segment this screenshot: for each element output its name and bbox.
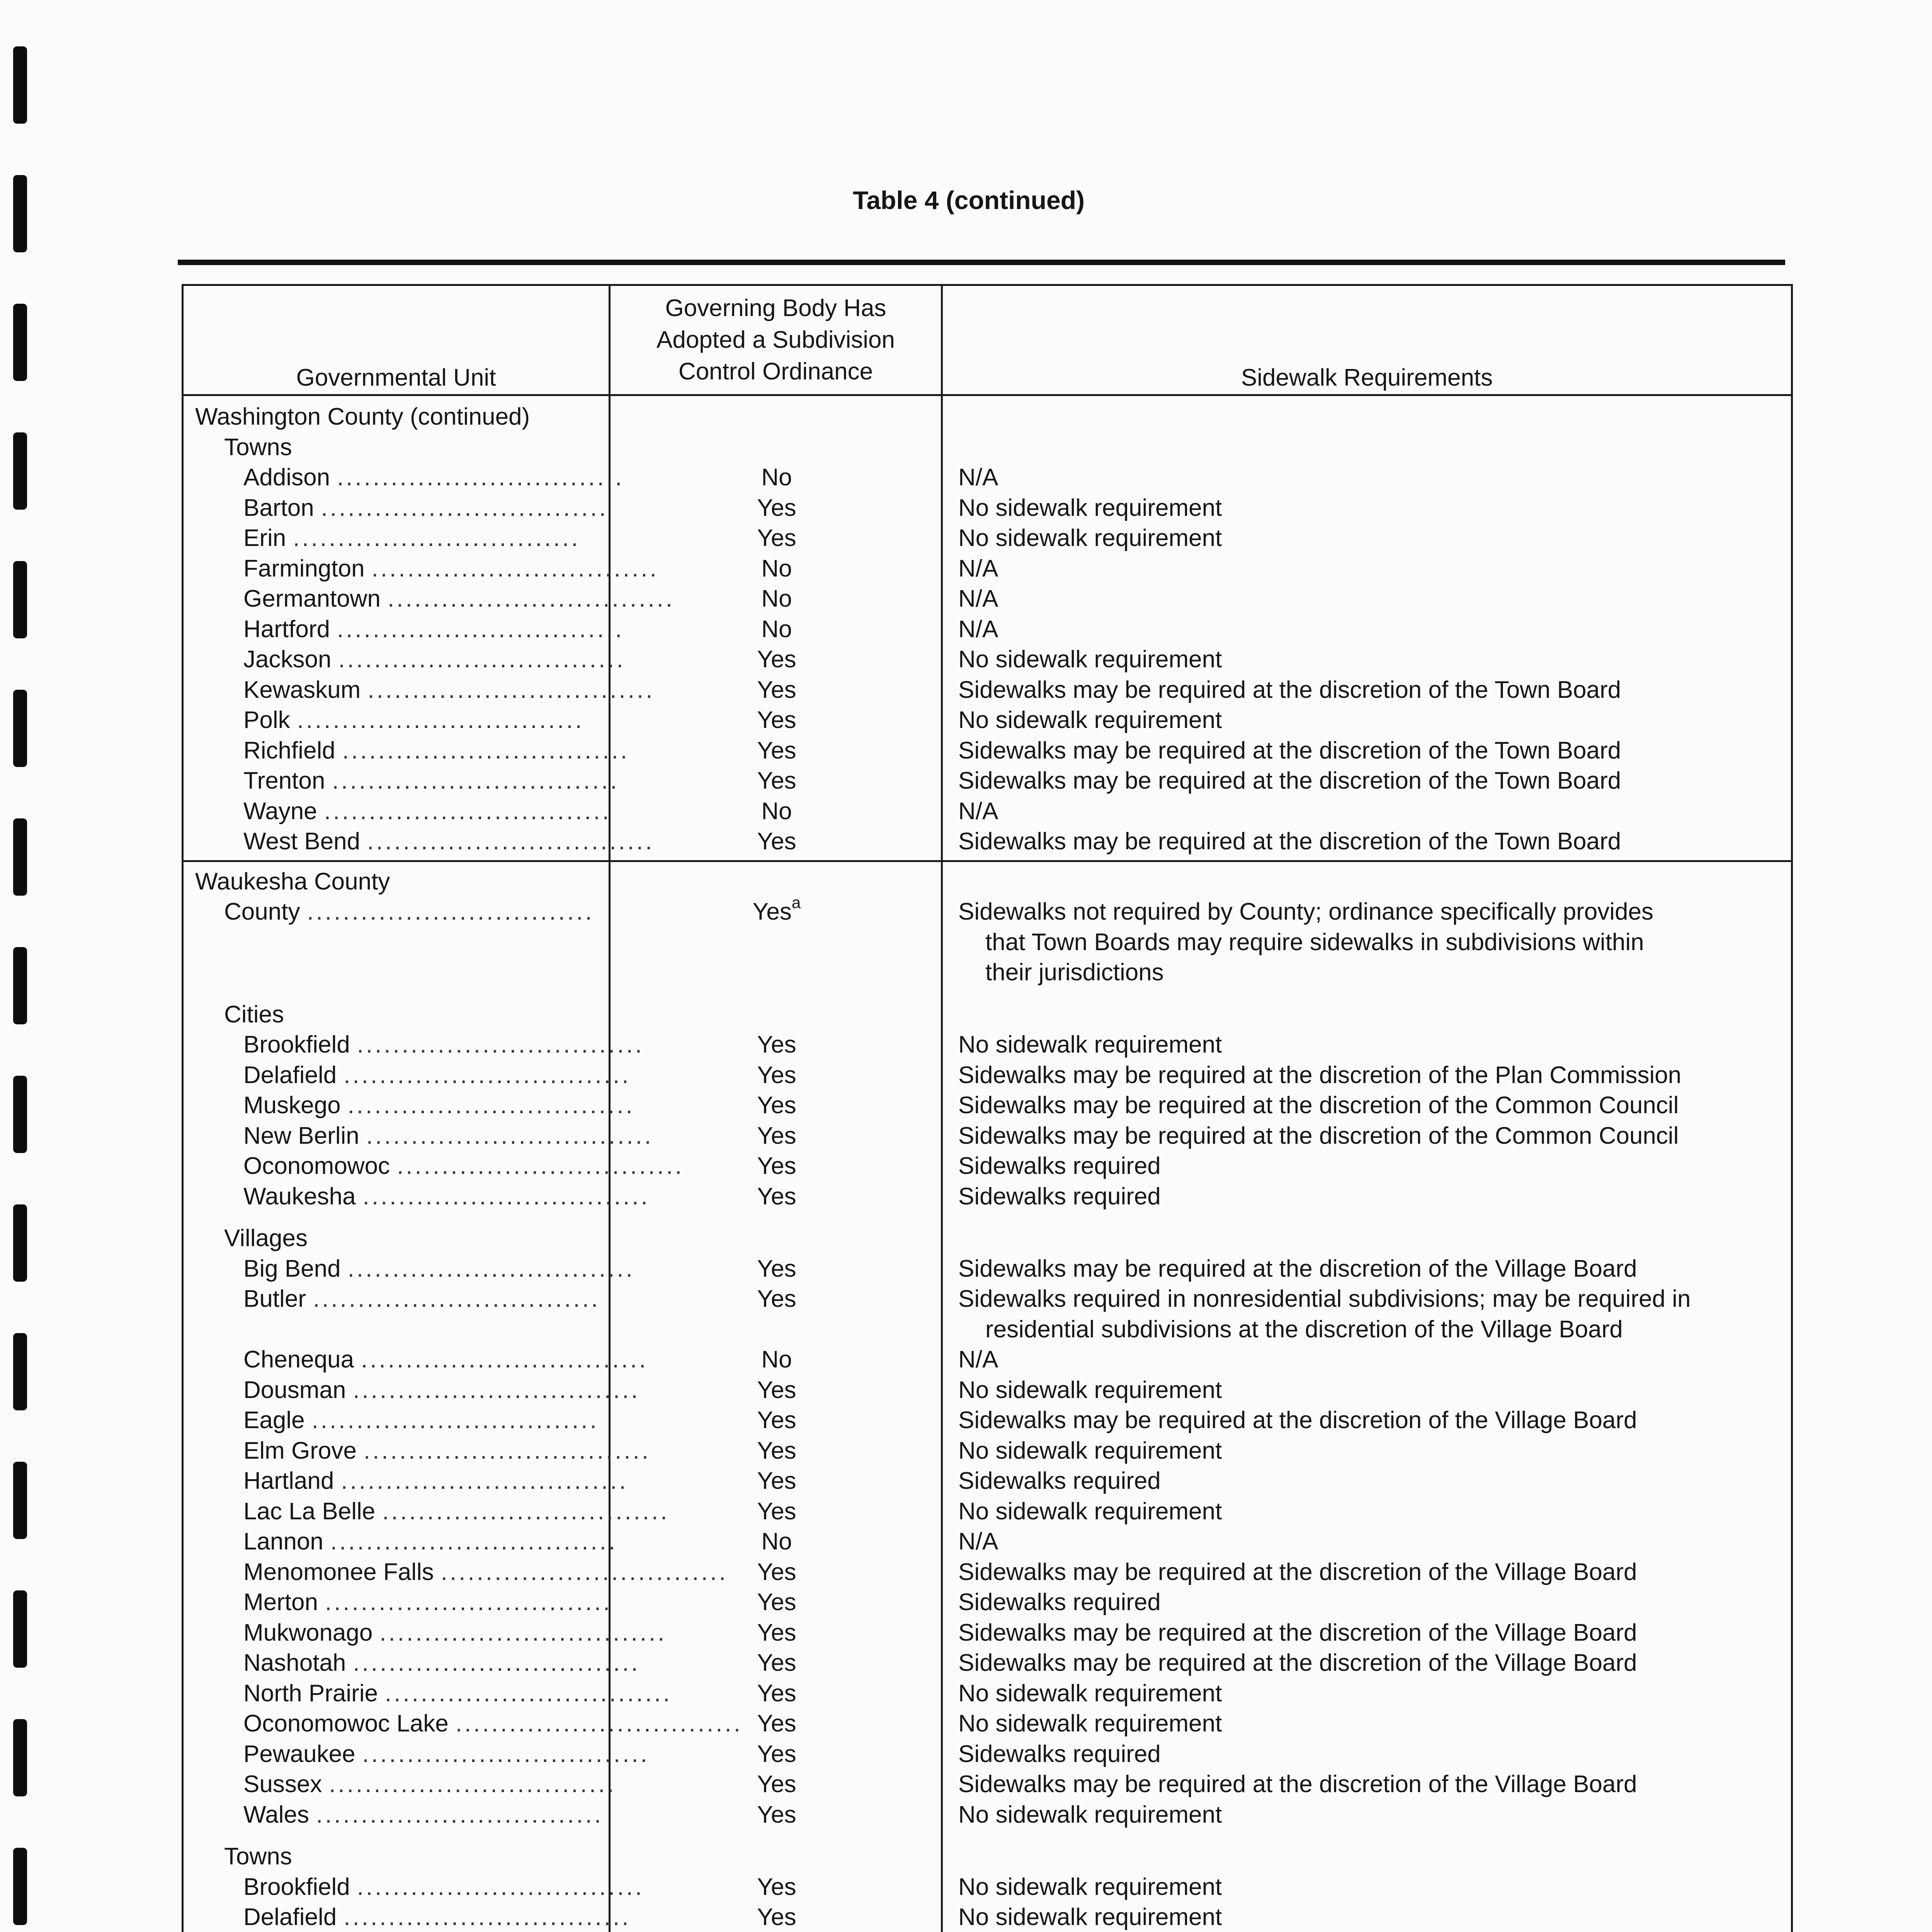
- unit-name-cell: [184, 1739, 650, 1770]
- ordinance-cell: Yes: [757, 1376, 796, 1403]
- unit-name-cell: [184, 897, 611, 988]
- table-row: [184, 1618, 1791, 1648]
- requirement-cell: Sidewalks may be required at the discretion of the Village Board: [958, 1255, 1637, 1282]
- ordinance-cell: No: [761, 616, 792, 643]
- waukesha-towns-group: [184, 1872, 1791, 1932]
- ordinance-cell: Yes: [757, 676, 796, 703]
- ordinance-cell: Yes: [757, 1771, 796, 1798]
- table-row: [184, 1121, 1791, 1151]
- requirement-line: their jurisdictions: [985, 959, 1164, 986]
- sidewalk-table: [182, 284, 1793, 1932]
- requirement-cell: No sidewalk requirement: [958, 707, 1222, 733]
- unit-name: Barton: [243, 494, 314, 521]
- unit-name-cell: [184, 1648, 640, 1679]
- ordinance-cell: Yes: [757, 1558, 796, 1585]
- requirement-cell: N/A: [958, 798, 998, 825]
- requirement-cell: No sidewalk requirement: [958, 1031, 1222, 1058]
- unit-name-cell: [184, 584, 675, 614]
- ordinance-cell: Yes: [757, 1437, 796, 1464]
- table-row: [184, 1375, 1791, 1406]
- requirement-cell: Sidewalks may be required at the discretion of the Town Board: [958, 767, 1621, 794]
- unit-name-cell: [184, 1902, 631, 1932]
- requirement-cell: No sidewalk requirement: [958, 1904, 1222, 1930]
- ordinance-cell: No: [761, 585, 792, 612]
- leader-dots: ................................: [347, 1092, 635, 1119]
- ordinance-cell: Yes: [757, 1589, 796, 1616]
- subsection-label: Villages: [224, 1225, 308, 1252]
- requirement-cell: No sidewalk requirement: [958, 1680, 1222, 1707]
- unit-name-cell: [184, 1679, 672, 1709]
- table-row: [184, 1254, 1791, 1284]
- ordinance-cell: Yes: [757, 1183, 796, 1210]
- leader-dots: ................................: [337, 464, 624, 491]
- binding-hole-mark: [13, 1719, 27, 1796]
- leader-dots: ................................: [342, 737, 629, 764]
- unit-name: Big Bend: [243, 1255, 341, 1282]
- leader-dots: ................................: [362, 1740, 650, 1767]
- leader-dots: ................................: [361, 1346, 648, 1373]
- leader-dots: ................................: [382, 1498, 670, 1525]
- unit-name: Delafield: [243, 1904, 337, 1930]
- table-body: [184, 402, 1791, 1932]
- unit-name: Hartland: [243, 1468, 334, 1494]
- table-row: [184, 1497, 1791, 1527]
- leader-dots: ................................: [324, 798, 611, 825]
- ordinance-cell: Yes: [757, 1031, 796, 1058]
- unit-name-cell: [184, 675, 655, 706]
- table-row: [184, 675, 1791, 706]
- unit-name-cell: [184, 827, 655, 857]
- unit-name-cell: [184, 1375, 640, 1406]
- ordinance-cell: Yes: [757, 1710, 796, 1737]
- leader-dots: ................................: [385, 1680, 672, 1707]
- table-row: [184, 1030, 1791, 1060]
- requirement-cell: Sidewalks may be required at the discretion of the Village Board: [958, 1650, 1637, 1676]
- ordinance-cell: Yes: [757, 525, 796, 551]
- binding-holes: [13, 46, 29, 1932]
- unit-name: Jackson: [243, 646, 332, 673]
- table-title: Table 4 (continued): [852, 186, 1085, 214]
- unit-name: County: [224, 898, 300, 925]
- requirement-cell: Sidewalks may be required at the discretion of the Village Board: [958, 1619, 1637, 1646]
- leader-dots: ................................: [329, 1771, 616, 1798]
- unit-name-cell: [184, 1618, 667, 1648]
- ordinance-cell: Yes: [757, 1873, 796, 1900]
- requirement-cell: No sidewalk requirement: [958, 1437, 1222, 1464]
- requirement-cell: N/A: [958, 464, 998, 491]
- requirement-cell: Sidewalks may be required at the discretion of the Village Board: [958, 1771, 1637, 1798]
- unit-name: Hartford: [243, 616, 330, 643]
- ordinance-cell: Yes: [757, 1680, 796, 1707]
- requirement-cell: N/A: [958, 1346, 998, 1373]
- table-row: [184, 1587, 1791, 1618]
- unit-name-cell: [184, 1405, 611, 1436]
- binding-hole-mark: [13, 1462, 27, 1539]
- unit-name: Farmington: [243, 555, 365, 582]
- unit-name-cell: [184, 1527, 618, 1557]
- table-row: [184, 1405, 1791, 1436]
- leader-dots: ................................: [338, 646, 626, 673]
- unit-name-cell: [184, 1060, 631, 1091]
- table-row: [184, 493, 1791, 524]
- binding-hole-mark: [13, 561, 27, 638]
- leader-dots: ................................: [440, 1558, 728, 1585]
- table-row: [184, 614, 1791, 645]
- section-heading-row: [184, 867, 1791, 897]
- unit-name-cell: [184, 1345, 648, 1375]
- leader-dots: ................................: [362, 1183, 650, 1210]
- waukesha-cities-group: [184, 1030, 1791, 1212]
- subsection-heading-row: [184, 1842, 1791, 1872]
- table-row: [184, 1902, 1791, 1932]
- washington-towns-group: [184, 463, 1791, 857]
- requirement-line: that Town Boards may require sidewalks in subdivisions within: [985, 929, 1644, 956]
- table-row: [184, 523, 1791, 554]
- county-label: Washington County (continued): [195, 403, 530, 430]
- requirement-cell: [943, 897, 1791, 988]
- ordinance-cell: Yes: [757, 1801, 796, 1828]
- requirement-cell: Sidewalks required: [958, 1468, 1161, 1494]
- binding-hole-mark: [13, 432, 27, 510]
- ordinance-cell: Yes: [757, 767, 796, 794]
- unit-name: North Prairie: [243, 1680, 378, 1707]
- unit-name-cell: [184, 736, 629, 766]
- unit-name: Sussex: [243, 1771, 322, 1798]
- requirement-line: Sidewalks required in nonresidential subdivisions; may be required in: [958, 1286, 1691, 1312]
- unit-name: Mukwonago: [243, 1619, 373, 1646]
- ordinance-cell: Yes: [757, 828, 796, 855]
- requirement-cell: No sidewalk requirement: [958, 1376, 1222, 1403]
- requirement-cell: Sidewalks may be required at the discretion of the Common Council: [958, 1092, 1679, 1119]
- requirement-cell: Sidewalks may be required at the discretion of the Plan Commission: [958, 1061, 1682, 1088]
- unit-name-cell: [184, 1090, 635, 1121]
- requirement-cell: No sidewalk requirement: [958, 646, 1222, 673]
- leader-dots: ................................: [357, 1873, 644, 1900]
- ordinance-cell: Yes: [757, 1061, 796, 1088]
- unit-name-cell: [184, 796, 611, 827]
- unit-name-cell: [184, 463, 624, 493]
- unit-name: Lannon: [243, 1528, 323, 1555]
- ordinance-cell: Yes: [757, 1740, 796, 1767]
- table-row: [184, 766, 1791, 796]
- table-row: [184, 1182, 1791, 1212]
- waukesha-villages-group: [184, 1254, 1791, 1284]
- requirement-cell: Sidewalks may be required at the discretion of the Town Board: [958, 828, 1621, 855]
- binding-hole-mark: [13, 818, 27, 896]
- unit-name: Dousman: [243, 1376, 346, 1403]
- unit-name: Delafield: [243, 1061, 337, 1088]
- unit-name-cell: [184, 554, 659, 584]
- header-governmental-unit: Governmental Unit: [296, 364, 496, 391]
- table-row: [184, 705, 1791, 736]
- table-row: [184, 1151, 1791, 1182]
- unit-name-cell: [184, 1497, 670, 1527]
- unit-name: Germantown: [243, 585, 381, 612]
- unit-name-cell: [184, 1466, 628, 1497]
- ordinance-cell: Yes: [757, 1092, 796, 1119]
- table-row: [184, 463, 1791, 493]
- leader-dots: ................................: [363, 1437, 651, 1464]
- leader-dots: ................................: [332, 767, 619, 794]
- leader-dots: ................................: [347, 1255, 635, 1282]
- unit-name: Lac La Belle: [243, 1498, 376, 1525]
- ordinance-cell: No: [761, 555, 792, 582]
- unit-name: Butler: [243, 1286, 306, 1312]
- unit-name-cell: [184, 1254, 635, 1284]
- unit-name-cell: [184, 1709, 743, 1739]
- unit-name: Brookfield: [243, 1031, 350, 1058]
- table-row: [184, 554, 1791, 584]
- ordinance-cell: No: [761, 464, 792, 491]
- leader-dots: ................................: [325, 1589, 612, 1616]
- unit-name: West Bend: [243, 828, 361, 855]
- table-row: [184, 827, 1791, 857]
- section-separator: [184, 860, 1791, 862]
- binding-hole-mark: [13, 46, 27, 124]
- header-ordinance-line: Adopted a Subdivision: [656, 326, 895, 353]
- table-row: [184, 1527, 1791, 1557]
- unit-name-cell: [184, 614, 624, 645]
- unit-name: Nashotah: [243, 1650, 346, 1676]
- leader-dots: ................................: [371, 555, 659, 582]
- leader-dots: ................................: [387, 585, 675, 612]
- table-row: [184, 1648, 1791, 1679]
- requirement-cell: No sidewalk requirement: [958, 1710, 1222, 1737]
- leader-dots: ................................: [307, 898, 594, 925]
- ordinance-cell: [611, 893, 943, 988]
- leader-dots: ................................: [397, 1153, 684, 1179]
- unit-name: New Berlin: [243, 1122, 359, 1149]
- unit-name-cell: [184, 1800, 611, 1830]
- table-row: [184, 584, 1791, 614]
- ordinance-cell: Yes: [757, 1153, 796, 1179]
- leader-dots: ................................: [367, 828, 655, 855]
- subsection-label: Cities: [224, 1001, 284, 1028]
- requirement-cell: Sidewalks may be required at the discretion of the Town Board: [958, 737, 1621, 764]
- unit-name: Wayne: [243, 798, 317, 825]
- binding-hole-mark: [13, 1590, 27, 1668]
- title-rule: [178, 260, 1785, 265]
- leader-dots: ................................: [366, 1122, 653, 1149]
- table-row: [184, 1345, 1791, 1375]
- table-row: [184, 1090, 1791, 1121]
- ordinance-cell: No: [761, 798, 792, 825]
- ordinance-cell: Yes: [757, 1286, 796, 1312]
- subsection-label: Towns: [224, 1843, 292, 1870]
- unit-name: Brookfield: [243, 1873, 350, 1900]
- ordinance-cell: No: [761, 1346, 792, 1373]
- unit-name: Erin: [243, 525, 286, 551]
- requirement-cell: Sidewalks required: [958, 1740, 1161, 1767]
- leader-dots: ................................: [337, 616, 624, 643]
- table-row: [184, 1872, 1791, 1903]
- leader-dots: ................................: [357, 1031, 644, 1058]
- unit-name: Chenequa: [243, 1346, 354, 1373]
- requirement-cell: No sidewalk requirement: [958, 525, 1222, 551]
- county-label: Waukesha County: [195, 868, 390, 895]
- leader-dots: ................................: [330, 1528, 618, 1555]
- ordinance-cell: Yes: [757, 1904, 796, 1930]
- requirement-cell: No sidewalk requirement: [958, 1873, 1222, 1900]
- ordinance-cell: Yes: [757, 1498, 796, 1525]
- unit-name: Kewaskum: [243, 676, 361, 703]
- requirement-cell: N/A: [958, 585, 998, 612]
- unit-name: Oconomowoc Lake: [243, 1710, 449, 1737]
- leader-dots: ................................: [353, 1376, 640, 1403]
- unit-name: Eagle: [243, 1407, 305, 1434]
- binding-hole-mark: [13, 690, 27, 767]
- table-row: [184, 1709, 1791, 1739]
- unit-name: Pewaukee: [243, 1740, 355, 1767]
- ordinance-cell: Yes: [757, 1468, 796, 1494]
- binding-hole-mark: [13, 304, 27, 381]
- leader-dots: ................................: [455, 1710, 743, 1737]
- unit-name-cell: [184, 705, 611, 736]
- table-row: [184, 1284, 1791, 1345]
- requirement-cell: Sidewalks required: [958, 1153, 1161, 1179]
- leader-dots: ................................: [311, 1407, 599, 1434]
- subsection-label: Towns: [224, 434, 292, 461]
- ordinance-cell: Yes: [757, 707, 796, 733]
- unit-name: Trenton: [243, 767, 325, 794]
- unit-name-cell: [184, 1182, 650, 1212]
- unit-name-cell: [184, 1769, 616, 1800]
- unit-name-cell: [184, 1284, 611, 1345]
- unit-name-cell: [184, 523, 611, 554]
- ordinance-cell: Yes: [757, 737, 796, 764]
- leader-dots: ................................: [297, 707, 584, 733]
- subsection-heading-row: [184, 1223, 1791, 1254]
- section-heading-row: [184, 402, 1791, 432]
- ordinance-cell: Yes: [757, 646, 796, 673]
- unit-name-cell: [184, 1121, 653, 1151]
- header-ordinance: [611, 286, 941, 396]
- binding-hole-mark: [13, 1204, 27, 1282]
- unit-name: Muskego: [243, 1092, 341, 1119]
- table-row: [184, 1557, 1791, 1588]
- table-row: [184, 1679, 1791, 1709]
- footnote-marker: a: [791, 893, 801, 912]
- requirement-cell: Sidewalks required: [958, 1183, 1161, 1210]
- unit-name: Addison: [243, 464, 330, 491]
- unit-name-cell: [184, 1151, 684, 1182]
- requirement-cell: Sidewalks may be required at the discretion of the Town Board: [958, 676, 1621, 703]
- unit-name-cell: [184, 766, 619, 796]
- ordinance-cell: Yes: [757, 1407, 796, 1434]
- unit-name-cell: [184, 1436, 651, 1466]
- requirement-line: residential subdivisions at the discretion of the Village Board: [985, 1316, 1623, 1343]
- binding-hole-mark: [13, 947, 27, 1024]
- unit-name-cell: [184, 1557, 728, 1588]
- ordinance-cell: Yes: [757, 1650, 796, 1676]
- unit-name: Polk: [243, 707, 290, 733]
- table-row: [184, 1739, 1791, 1770]
- requirement-cell: Sidewalks may be required at the discretion of the Village Board: [958, 1407, 1637, 1434]
- requirement-cell: No sidewalk requirement: [958, 1498, 1222, 1525]
- header-ordinance-line: Governing Body Has: [665, 294, 886, 321]
- unit-name-cell: [184, 1587, 611, 1618]
- unit-name-cell: [184, 645, 626, 675]
- header-sidewalk-requirements: Sidewalk Requirements: [1241, 364, 1493, 391]
- leader-dots: ................................: [293, 525, 580, 551]
- requirement-cell: No sidewalk requirement: [958, 494, 1222, 521]
- table-row: [184, 1800, 1791, 1830]
- leader-dots: ................................: [344, 1061, 631, 1088]
- ordinance-cell: Yes: [757, 1255, 796, 1282]
- leader-dots: ................................: [321, 494, 608, 521]
- binding-hole-mark: [13, 1848, 27, 1925]
- unit-name: Wales: [243, 1801, 309, 1828]
- unit-name-cell: [184, 1030, 644, 1060]
- table-row: [184, 1466, 1791, 1497]
- ordinance-value: Yes: [752, 898, 792, 925]
- table-row: [184, 645, 1791, 675]
- requirement-cell: Sidewalks required: [958, 1589, 1161, 1616]
- requirement-cell: Sidewalks may be required at the discretion of the Village Board: [958, 1558, 1637, 1585]
- leader-dots: ................................: [344, 1904, 631, 1930]
- unit-name: Merton: [243, 1589, 318, 1616]
- requirement-cell: No sidewalk requirement: [958, 1801, 1222, 1828]
- table-row: [184, 1060, 1791, 1091]
- ordinance-cell: Yes: [757, 494, 796, 521]
- leader-dots: ................................: [367, 676, 655, 703]
- unit-name: Richfield: [243, 737, 335, 764]
- header-ordinance-line: Control Ordinance: [678, 358, 873, 385]
- table-row: [184, 736, 1791, 766]
- leader-dots: ................................: [316, 1801, 604, 1828]
- table-row: [184, 1436, 1791, 1466]
- ordinance-cell: Yes: [757, 1619, 796, 1646]
- requirement-line: Sidewalks not required by County; ordinance specifically provides: [958, 898, 1653, 925]
- subsection-heading-row: [184, 1000, 1791, 1030]
- ordinance-cell: Yes: [757, 1122, 796, 1149]
- table-row: [184, 1769, 1791, 1800]
- requirement-cell: [943, 1284, 1791, 1345]
- leader-dots: ................................: [353, 1650, 640, 1676]
- unit-name: Menomonee Falls: [243, 1558, 434, 1585]
- unit-name: Waukesha: [243, 1183, 356, 1210]
- table-row: [184, 893, 1791, 988]
- waukesha-villages-group: [184, 1345, 1791, 1830]
- unit-name: Elm Grove: [243, 1437, 357, 1464]
- requirement-cell: N/A: [958, 555, 998, 582]
- ordinance-cell: No: [761, 1528, 792, 1555]
- leader-dots: ................................: [379, 1619, 667, 1646]
- unit-name: Oconomowoc: [243, 1153, 390, 1179]
- leader-dots: ................................: [313, 1286, 600, 1312]
- requirement-cell: Sidewalks may be required at the discretion of the Common Council: [958, 1122, 1679, 1149]
- requirement-cell: N/A: [958, 1528, 998, 1555]
- subsection-heading-row: [184, 432, 1791, 463]
- unit-name-cell: [184, 1872, 644, 1903]
- unit-name-cell: [184, 493, 611, 524]
- binding-hole-mark: [13, 1076, 27, 1153]
- table-row: [184, 796, 1791, 827]
- binding-hole-mark: [13, 1333, 27, 1410]
- leader-dots: ................................: [341, 1468, 628, 1494]
- requirement-cell: N/A: [958, 616, 998, 643]
